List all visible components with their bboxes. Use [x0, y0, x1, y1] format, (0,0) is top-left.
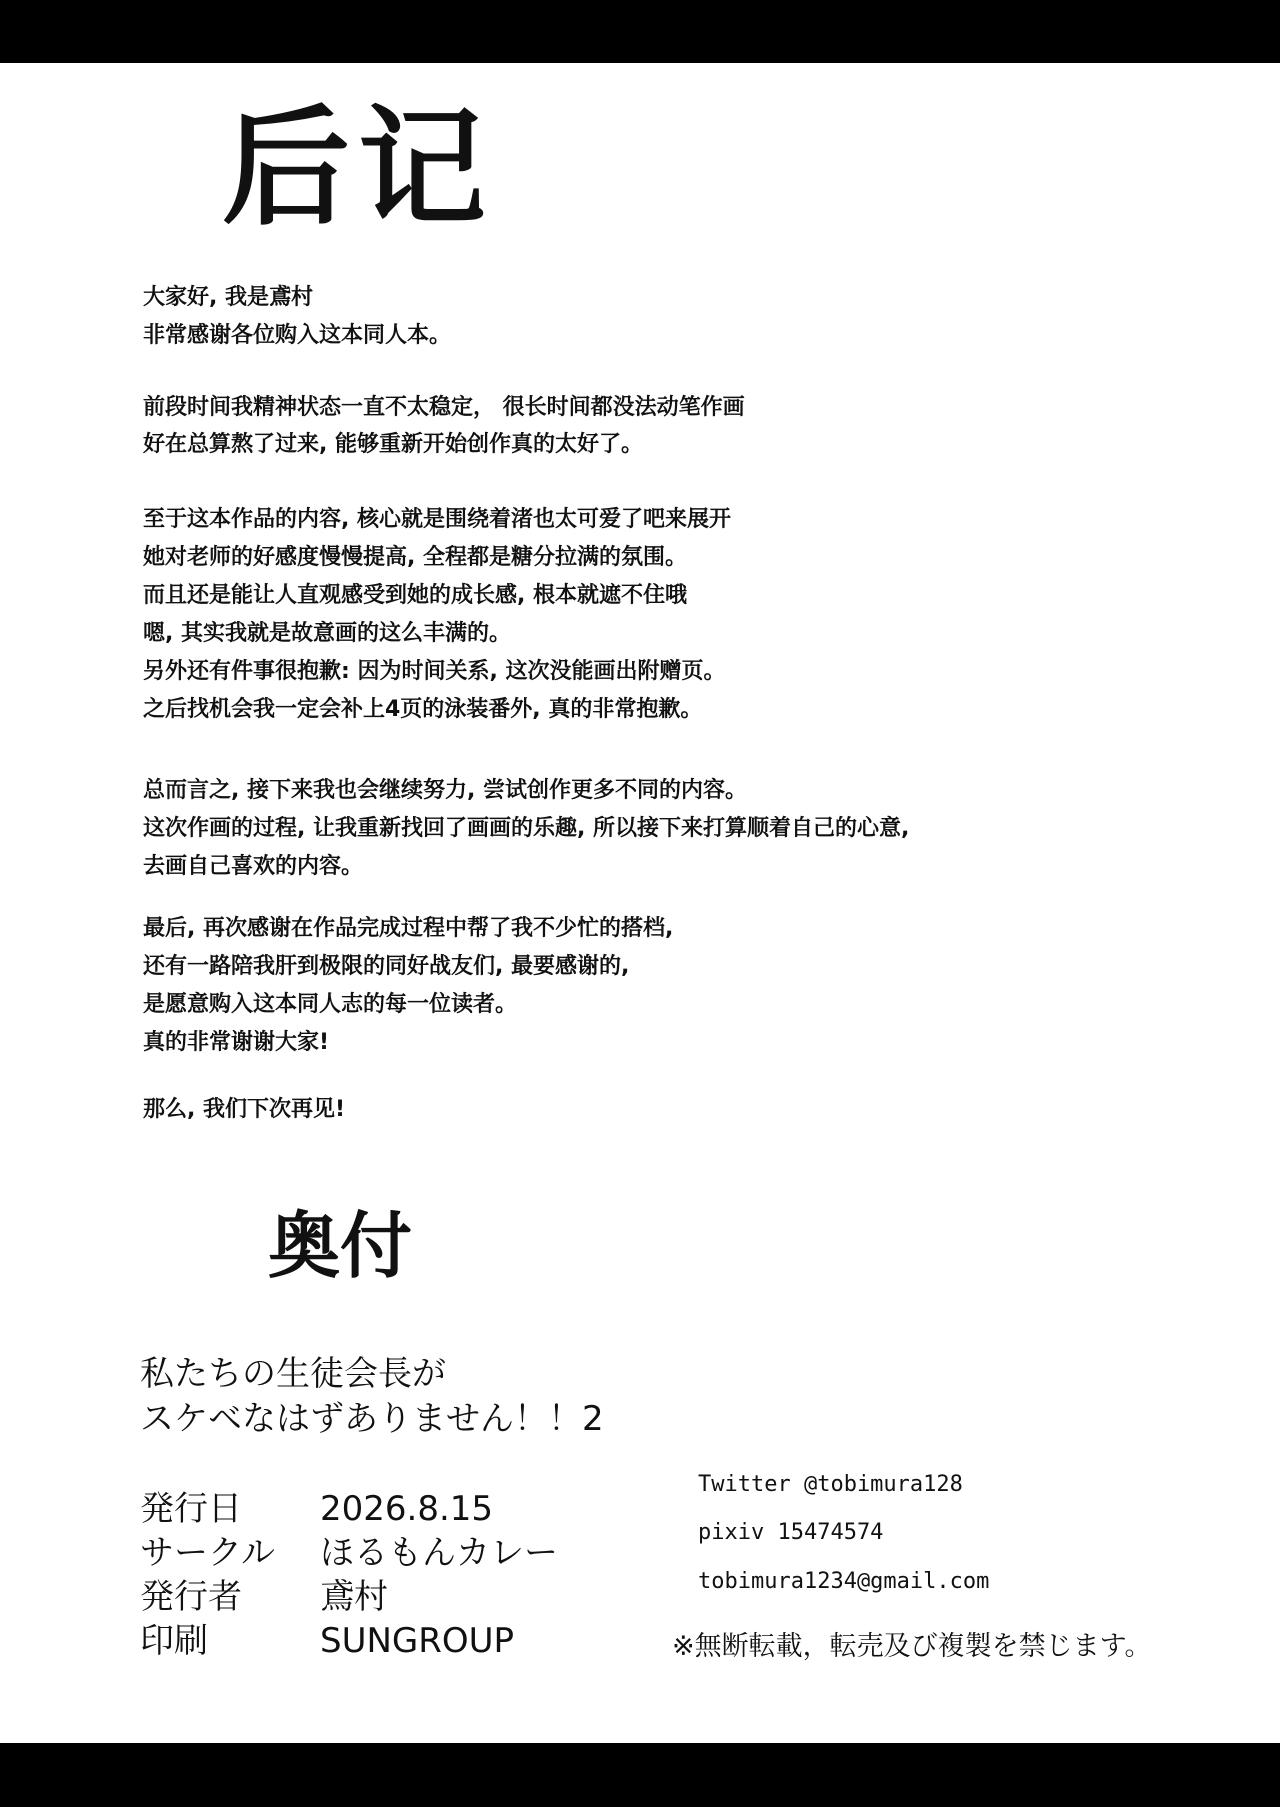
info-label: 発行日 [140, 1489, 242, 1529]
bottom-black-bar [0, 1743, 1280, 1807]
afterword-line: 真的非常谢谢大家! [143, 1030, 330, 1055]
info-value: 2026.8.15 [320, 1489, 494, 1529]
email-address: tobimura1234@gmail.com [698, 1569, 990, 1594]
afterword-line: 那么, 我们下次再见! [143, 1097, 346, 1122]
info-label: 印刷 [140, 1621, 208, 1661]
pixiv-id: pixiv 15474574 [698, 1520, 884, 1545]
info-value: ほるもんカレー [320, 1533, 558, 1573]
afterword-line: 非常感谢各位购入这本同人本。 [143, 323, 452, 348]
colophon-title: 奥付 [268, 1204, 413, 1288]
info-label: 発行者 [140, 1577, 242, 1617]
afterword-line: 嗯, 其实我就是故意画的这么丰满的。 [143, 621, 512, 646]
afterword-line: 去画自己喜欢的内容。 [143, 854, 364, 879]
book-title [140, 1352, 604, 1442]
afterword-line: 至于这本作品的内容, 核心就是围绕着渚也太可爱了吧来展开 [143, 507, 732, 532]
afterword-line: 之后找机会我一定会补上4页的泳装番外, 真的非常抱歉。 [143, 697, 703, 722]
afterword-line: 最后, 再次感谢在作品完成过程中帮了我不少忙的搭档, [143, 916, 674, 941]
afterword-line: 前段时间我精神状态一直不太稳定， 很长时间都没法动笔作画 [143, 395, 745, 420]
info-value: 鳶村 [320, 1577, 388, 1617]
afterword-line: 这次作画的过程, 让我重新找回了画画的乐趣, 所以接下来打算顺着自己的心意, [143, 816, 910, 841]
twitter-handle: Twitter @tobimura128 [698, 1472, 963, 1497]
afterword-line: 而且还是能让人直观感受到她的成长感, 根本就遮不住哦 [143, 583, 688, 608]
afterword-line: 好在总算熬了过来, 能够重新开始创作真的太好了。 [143, 432, 644, 457]
afterword-line: 总而言之, 接下来我也会继续努力, 尝试创作更多不同的内容。 [143, 778, 748, 803]
afterword-title: 后记 [222, 94, 495, 243]
afterword-line: 大家好, 我是鳶村 [143, 285, 314, 310]
book-title-line: 私たちの生徒会長が [140, 1354, 446, 1394]
afterword-line: 她对老师的好感度慢慢提高, 全程都是糖分拉满的氛围。 [143, 545, 688, 570]
afterword-line: 还有一路陪我肝到极限的同好战友们, 最要感谢的, [143, 954, 630, 979]
info-value: SUNGROUP [320, 1621, 515, 1661]
afterword-line: 另外还有件事很抱歉: 因为时间关系, 这次没能画出附赠页。 [143, 659, 726, 684]
copyright-notice: ※無断転載，転売及び複製を禁じます。 [672, 1631, 1152, 1662]
afterword-line: 是愿意购入这本同人志的每一位读者。 [143, 992, 518, 1017]
top-black-bar [0, 0, 1280, 63]
info-label: サークル [140, 1533, 275, 1573]
book-title-line: スケベなはずありません！！2 [140, 1399, 604, 1439]
